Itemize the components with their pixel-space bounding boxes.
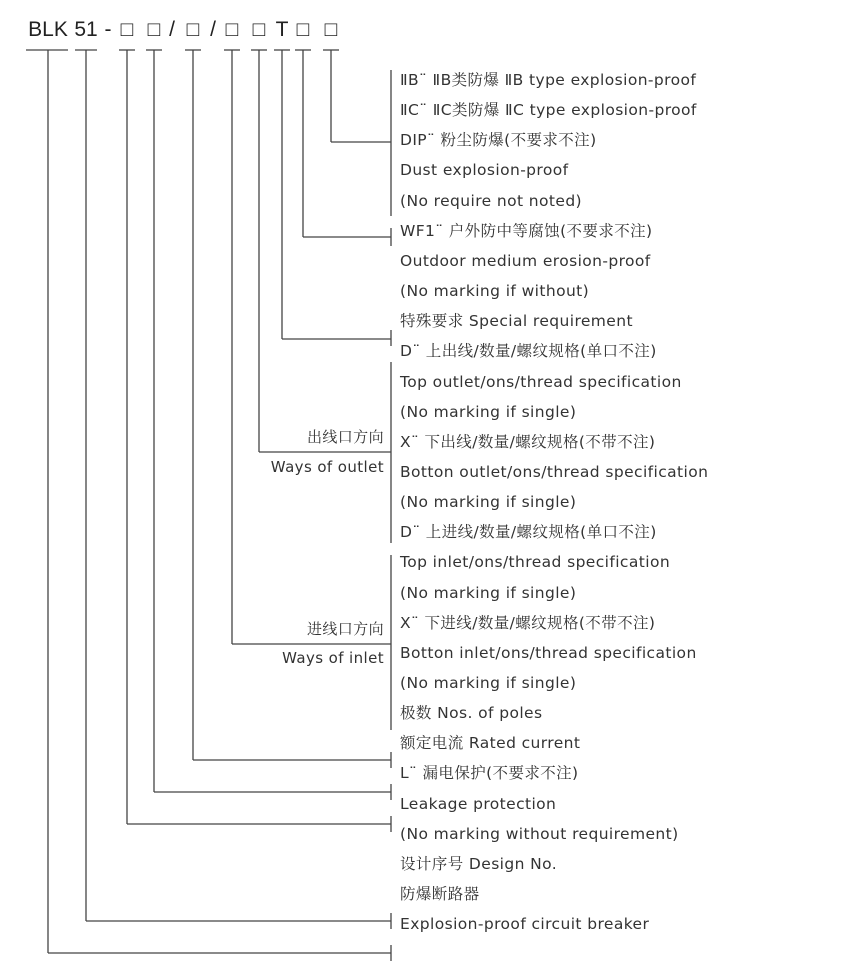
description-row: (No marking without requirement)	[400, 824, 679, 843]
description-row: Dust explosion-proof	[400, 161, 569, 180]
model-code-token: 51	[74, 18, 98, 41]
outlet-label-cn: 出线口方向	[306, 428, 384, 446]
description-row: (No require not noted)	[400, 191, 583, 210]
model-code-token: BLK	[28, 18, 68, 41]
description-row: X¨ 下进线/数量/螺纹规格(不带不注)	[400, 613, 656, 632]
description-row: Top outlet/ons/thread specification	[400, 372, 682, 391]
description-row: (No marking if single)	[400, 402, 577, 421]
model-code-token: □	[225, 18, 239, 41]
model-code-token: □	[252, 18, 266, 41]
description-row: (No marking if without)	[400, 282, 590, 301]
model-code-token: □	[296, 18, 310, 41]
description-row: Outdoor medium erosion-proof	[400, 251, 651, 270]
description-row: DIP¨ 粉尘防爆(不要求不注)	[400, 131, 597, 150]
description-row: Top inlet/ons/thread specification	[400, 553, 671, 572]
description-row: Leakage protection	[400, 794, 557, 813]
description-row: WF1¨ 户外防中等腐蚀(不要求不注)	[400, 221, 653, 240]
description-row: Explosion-proof circuit breaker	[400, 915, 650, 934]
model-code-token: □	[147, 18, 161, 41]
description-row: D¨ 上出线/数量/螺纹规格(单口不注)	[400, 342, 657, 361]
model-code-token: T	[275, 18, 289, 41]
description-row: (No marking if single)	[400, 583, 577, 602]
description-row: X¨ 下出线/数量/螺纹规格(不带不注)	[400, 432, 656, 451]
model-code-token: /	[169, 18, 175, 41]
model-code-token: □	[120, 18, 134, 41]
model-code-token: □	[186, 18, 200, 41]
description-row: L¨ 漏电保护(不要求不注)	[400, 764, 579, 783]
model-code-token: -	[104, 18, 112, 41]
description-row: 额定电流 Rated current	[400, 734, 581, 753]
inlet-label-en: Ways of inlet	[282, 649, 384, 667]
description-row: Botton inlet/ons/thread specification	[400, 643, 697, 662]
description-row: Botton outlet/ons/thread specification	[400, 462, 709, 481]
model-code-token: □	[324, 18, 338, 41]
description-row: 极数 Nos. of poles	[400, 704, 543, 723]
description-row: D¨ 上进线/数量/螺纹规格(单口不注)	[400, 523, 657, 542]
description-row: 防爆断路器	[400, 885, 480, 904]
description-row: (No marking if single)	[400, 493, 577, 512]
description-row: ⅡC¨ ⅡC类防爆 ⅡC type explosion-proof	[400, 101, 697, 120]
model-code-token: /	[210, 18, 216, 41]
description-row: ⅡB¨ ⅡB类防爆 ⅡB type explosion-proof	[400, 71, 697, 89]
description-row: 特殊要求 Special requirement	[400, 312, 633, 331]
outlet-label-en: Ways of outlet	[270, 458, 384, 476]
inlet-label-cn: 进线口方向	[306, 620, 384, 638]
description-row: 设计序号 Design No.	[400, 854, 558, 873]
description-row: (No marking if single)	[400, 674, 577, 692]
